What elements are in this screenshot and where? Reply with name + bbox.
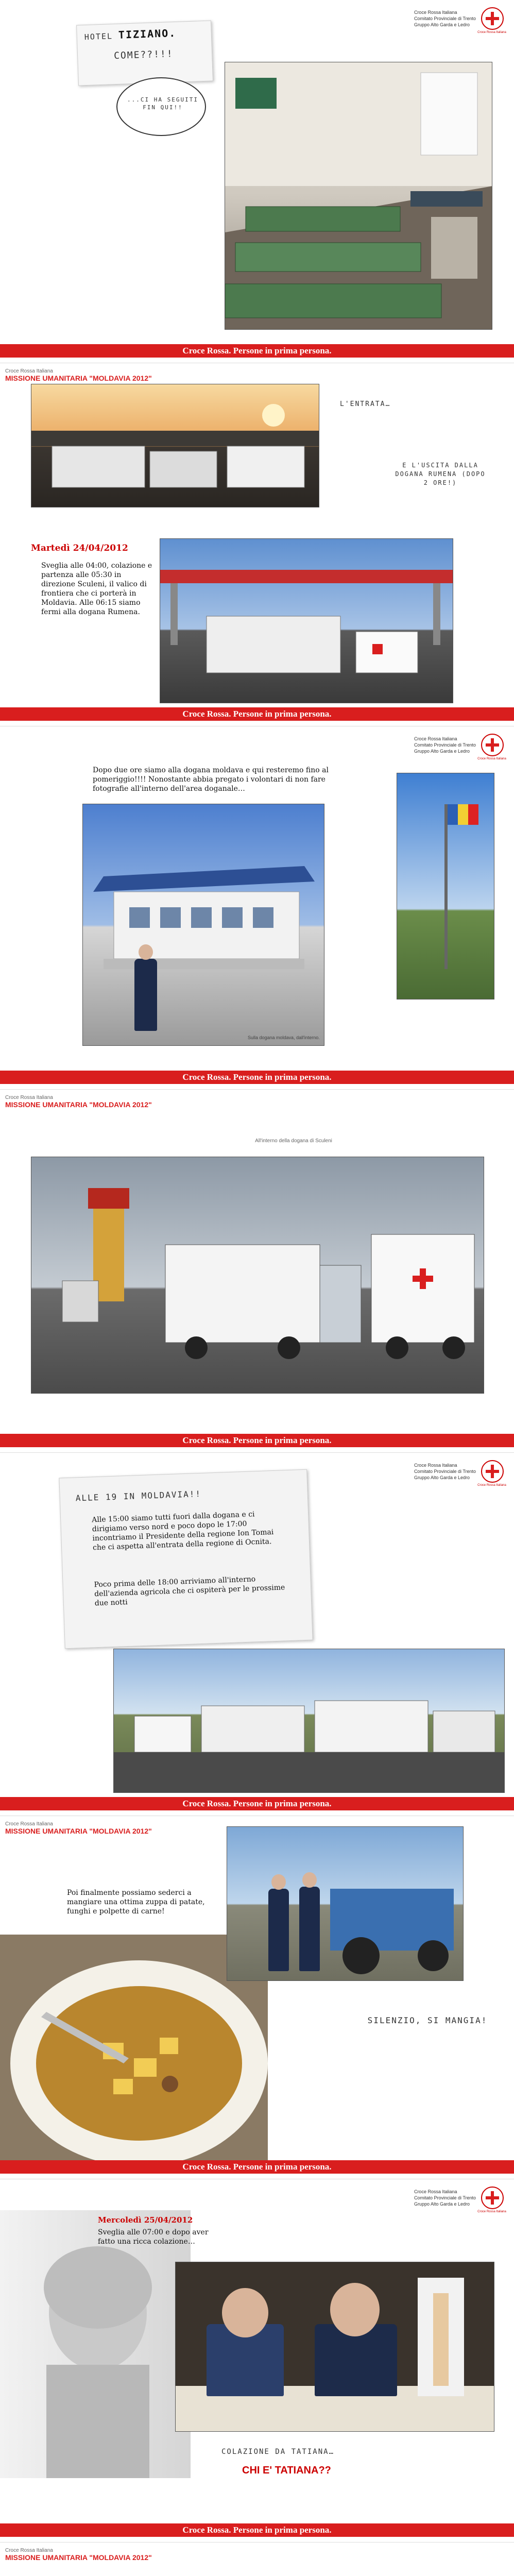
logo-caption: Croce Rossa Italiana xyxy=(477,31,506,34)
mission-org: Croce Rossa Italiana xyxy=(5,2548,53,2553)
mission-header xyxy=(5,2548,152,2562)
mission-title: MISSIONE UMANITARIA "MOLDAVIA 2012" xyxy=(5,374,152,382)
volunteer-figure xyxy=(268,1889,289,1971)
arrival-note xyxy=(59,1469,313,1649)
day-body: Sveglia alle 04:00, colazione e partenza alle 05:30 in direzione Sculeni, il valico di frontiera che ci porterà in Moldavia. Alle 06:15 siamo fermi alla dogana Rumena. xyxy=(41,562,152,616)
org-line-3: Gruppo Alto Garda e Ledro xyxy=(414,749,470,754)
org-line-2: Comitato Provinciale di Trento xyxy=(414,16,476,21)
tatiana-question: CHI E' TATIANA?? xyxy=(242,2465,331,2476)
team-tractor-photo xyxy=(227,1826,464,1981)
convoy-scene xyxy=(114,1649,505,1793)
footer-slogan: Croce Rossa. Persone in prima persona. xyxy=(0,2523,514,2537)
org-line-1: Croce Rossa Italiana xyxy=(414,736,457,741)
day-date: Martedì 24/04/2012 xyxy=(31,543,128,553)
moldovan-customs-scene xyxy=(83,804,324,1046)
red-cross-logo-icon xyxy=(481,2187,504,2209)
mission-org: Croce Rossa Italiana xyxy=(5,368,53,374)
page-3 xyxy=(0,726,514,1090)
org-crest xyxy=(383,2187,507,2217)
mission-title: MISSIONE UMANITARIA "MOLDAVIA 2012" xyxy=(5,1100,152,1109)
mission-org: Croce Rossa Italiana xyxy=(5,1095,53,1100)
org-line-3: Gruppo Alto Garda e Ledro xyxy=(414,1475,470,1480)
footer-slogan: Croce Rossa. Persone in prima persona. xyxy=(0,1434,514,1447)
red-cross-logo-icon xyxy=(481,1460,504,1483)
dormitory-photo xyxy=(225,62,492,330)
page-5 xyxy=(0,1453,514,1816)
org-crest xyxy=(383,734,507,765)
volunteer-figure xyxy=(299,1887,320,1971)
hotel-word: HOTEL xyxy=(84,31,113,42)
bubble-text: ...CI HA SEGUITI FIN QUI!! xyxy=(127,96,198,111)
org-line-1: Croce Rossa Italiana xyxy=(414,2189,457,2194)
day-date: Mercoledì 25/04/2012 xyxy=(98,2215,193,2225)
page-8 xyxy=(0,2543,514,2576)
logo-caption: Croce Rossa Italiana xyxy=(477,757,506,760)
photo-caption: Sulla dogana moldava, dall'interno. xyxy=(248,1035,320,1040)
org-line-3: Gruppo Alto Garda e Ledro xyxy=(414,22,470,27)
mission-header xyxy=(5,1095,152,1109)
romanian-customs-scene xyxy=(160,539,453,703)
dormitory-scene xyxy=(225,62,492,330)
volunteer-head xyxy=(302,1872,317,1888)
arrival-heading: ALLE 19 IN MOLDAVIA!! xyxy=(75,1488,202,1503)
team-tractor-scene xyxy=(227,1827,464,1981)
volunteer-head xyxy=(222,2288,268,2337)
volunteer-head xyxy=(139,944,153,960)
page-6 xyxy=(0,1816,514,2179)
red-cross-logo-icon xyxy=(481,7,504,30)
meal-caption: SILENZIO, SI MANGIA! xyxy=(367,2015,488,2025)
org-crest xyxy=(383,7,507,38)
logo-caption: Croce Rossa Italiana xyxy=(477,2210,506,2213)
trucks-scene xyxy=(31,1157,484,1394)
footer-slogan: Croce Rossa. Persone in prima persona. xyxy=(0,707,514,721)
convoy-photo xyxy=(113,1649,505,1793)
moldovan-customs-photo xyxy=(82,804,324,1046)
mission-org: Croce Rossa Italiana xyxy=(5,1821,53,1827)
page-2 xyxy=(0,363,514,726)
red-cross-logo-icon xyxy=(481,734,504,756)
hotel-note xyxy=(76,20,213,86)
customs-caption: All'interno della dogana di Sculeni xyxy=(255,1138,332,1144)
customs-entry-photo xyxy=(31,384,319,507)
meal-body: Poi finalmente possiamo sederci a mangiare una ottima zuppa di patate, funghi e polpette di carne! xyxy=(67,1889,205,1916)
mission-header xyxy=(5,1821,152,1835)
org-line-2: Comitato Provinciale di Trento xyxy=(414,2195,476,2200)
footer-slogan: Croce Rossa. Persone in prima persona. xyxy=(0,1797,514,1810)
breakfast-body: Sveglia alle 07:00 e dopo aver fatto una ricca colazione… xyxy=(98,2228,209,2246)
flagpole-photo xyxy=(397,773,494,999)
org-crest xyxy=(383,1460,507,1491)
customs-entry-scene xyxy=(31,384,319,507)
breakfast-photo xyxy=(175,2262,494,2432)
logo-caption: Croce Rossa Italiana xyxy=(477,1484,506,1487)
org-line-2: Comitato Provinciale di Trento xyxy=(414,742,476,748)
footer-slogan: Croce Rossa. Persone in prima persona. xyxy=(0,1071,514,1084)
mission-title: MISSIONE UMANITARIA "MOLDAVIA 2012" xyxy=(5,1827,152,1835)
org-line-1: Croce Rossa Italiana xyxy=(414,1463,457,1468)
mission-header xyxy=(5,368,152,382)
breakfast-caption: COLAZIONE DA TATIANA… xyxy=(221,2448,335,2456)
hotel-name: TIZIANO. xyxy=(118,26,177,41)
page-1 xyxy=(0,0,514,363)
footer-slogan: Croce Rossa. Persone in prima persona. xyxy=(0,2160,514,2174)
tatiana-portrait-scene xyxy=(0,2210,191,2478)
note-question: COME??!!! xyxy=(113,48,174,62)
arrival-label: L'ENTRATA… xyxy=(340,400,391,408)
flagpole-scene xyxy=(397,773,494,999)
org-line-3: Gruppo Alto Garda e Ledro xyxy=(414,2201,470,2207)
page-7 xyxy=(0,2179,514,2543)
org-line-2: Comitato Provinciale di Trento xyxy=(414,1469,476,1474)
page-4 xyxy=(0,1090,514,1453)
volunteer-head xyxy=(330,2283,380,2336)
speech-bubble xyxy=(116,77,206,136)
volunteer-head xyxy=(271,1874,286,1890)
mission-title: MISSIONE UMANITARIA "MOLDAVIA 2012" xyxy=(5,2553,152,2562)
org-line-1: Croce Rossa Italiana xyxy=(414,10,457,15)
exit-label: E L'USCITA DALLA DOGANA RUMENA (DOPO 2 ORE!) xyxy=(395,462,486,486)
trucks-at-customs-photo xyxy=(31,1157,484,1394)
arrival-body-1: Alle 15:00 siamo tutti fuori dalla dogana e ci dirigiamo verso nord e poco dopo le 17:00 incontriamo il Presidente della regione Ion Tomai che ci aspetta all'entrata della regione di Ocnita. xyxy=(91,1510,274,1552)
arrival-body-2: Poco prima delle 18:00 arriviamo all'interno dell'azienda agricola che ci ospiterà per le prossime due notti xyxy=(94,1575,285,1608)
footer-slogan: Croce Rossa. Persone in prima persona. xyxy=(0,344,514,358)
tatiana-portrait-photo xyxy=(0,2210,191,2478)
romanian-customs-photo xyxy=(160,538,453,703)
volunteer-figure xyxy=(134,959,157,1031)
customs-body: Dopo due ore siamo alla dogana moldava e qui resteremo fino al pomeriggio!!!! Nonostante abbia pregato i volontari di non fare fotografie all'interno dell'area doganale… xyxy=(93,766,329,793)
